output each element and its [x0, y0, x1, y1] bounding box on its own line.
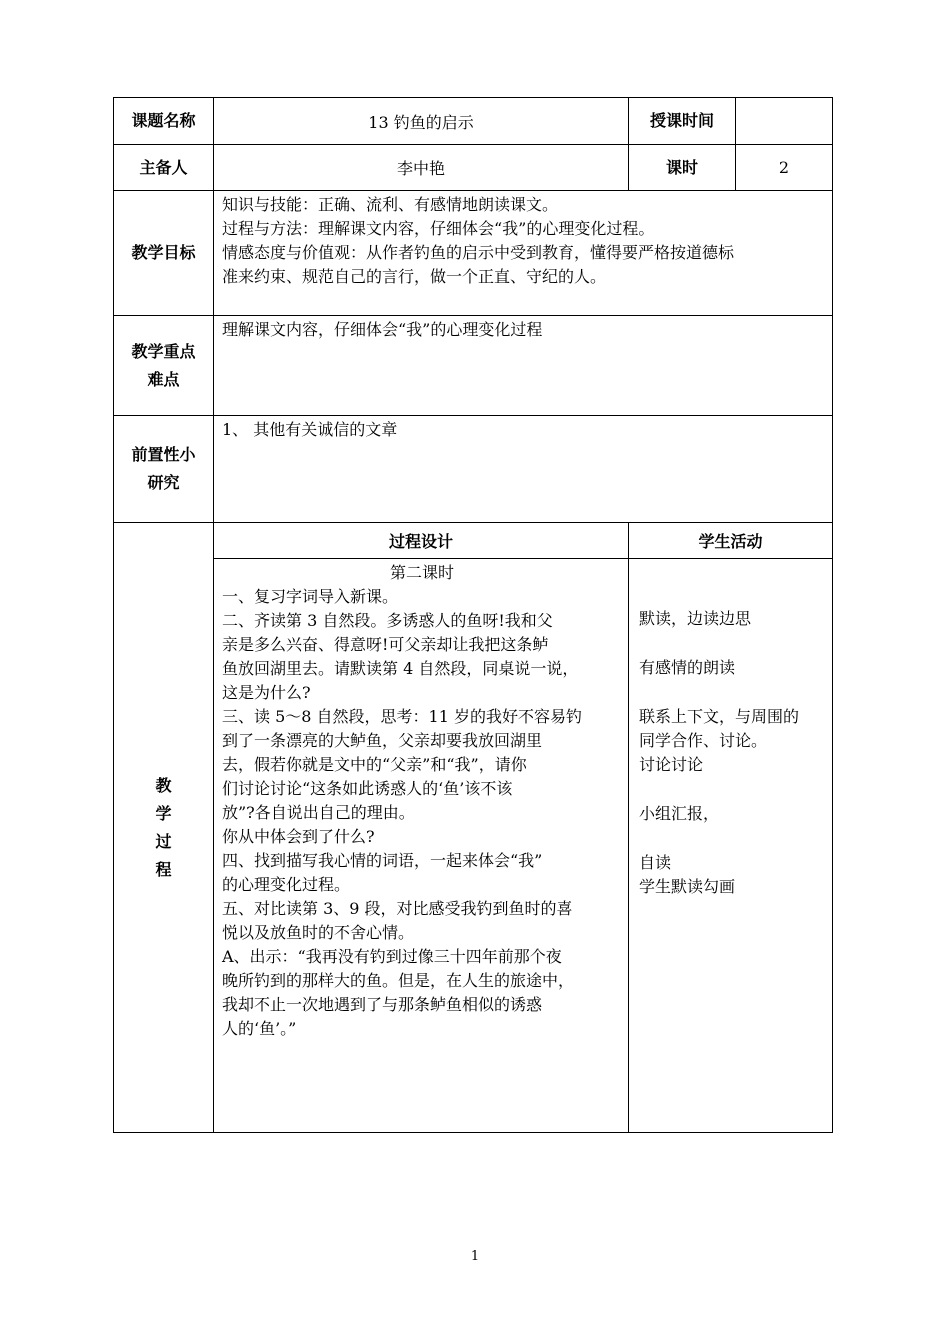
design-line: 二、齐读第 3 自然段。多诱惑人的鱼呀!我和父: [222, 611, 553, 630]
design-line: 四、找到描写我心情的词语，一起来体会“我”: [222, 851, 543, 870]
key-points-label-line: 教学重点: [131, 341, 196, 361]
title-label: 课题名称: [114, 98, 214, 145]
activity-content: [629, 559, 833, 1133]
activity-line: [639, 777, 828, 802]
activity-line: 小组汇报，: [639, 804, 720, 823]
design-line: 亲是多么兴奋、得意呀!可父亲却让我把这条鲈: [222, 635, 549, 654]
design-line: 你从中体会到了什么?: [222, 827, 375, 846]
key-points-content: [214, 316, 833, 416]
design-line: 晚所钓到的那样大的鱼。但是，在人生的旅途中，: [222, 971, 575, 990]
activity-line: [639, 680, 828, 705]
design-line: A、出示：“我再没有钓到过像三十四年前那个夜: [222, 947, 562, 966]
lesson-plan-table: [113, 97, 833, 1133]
design-content: [214, 559, 629, 1133]
process-body-row: [114, 559, 833, 1133]
design-line: 悦以及放鱼时的不舍心情。: [222, 923, 415, 942]
process-label-char: 教: [155, 775, 172, 795]
activity-line: 讨论讨论: [639, 755, 704, 774]
time-value: [736, 98, 833, 145]
activity-line: 默读，边读边思: [639, 609, 752, 628]
design-line: 鱼放回湖里去。请默读第 4 自然段，同桌说一说，: [222, 659, 579, 678]
title-value: 13 钓鱼的启示: [214, 98, 629, 145]
activity-line: 联系上下文，与周围的: [639, 707, 800, 726]
activity-line: [639, 631, 828, 656]
activity-line: 学生默读勾画: [639, 877, 736, 896]
design-line: 人的‘鱼’。”: [222, 1019, 297, 1038]
design-line: 去，假若你就是文中的“父亲”和“我”，请你: [222, 755, 527, 774]
process-label-char: 学: [155, 803, 172, 823]
design-line: 放”?各自说出自己的理由。: [222, 803, 415, 822]
pre-study-label-line: 前置性小: [131, 445, 196, 464]
pre-study-row: [114, 416, 833, 523]
design-line: 们讨论讨论“这条如此诱惑人的‘鱼’该不该: [222, 779, 513, 798]
key-points-text: 理解课文内容，仔细体会“我”的心理变化过程: [222, 320, 543, 339]
design-line: 五、对比读第 3、9 段，对比感受我钓到鱼时的喜: [222, 899, 573, 918]
time-label: 授课时间: [629, 98, 736, 145]
design-line: 的心理变化过程。: [222, 875, 351, 894]
page-number: 1: [470, 1249, 480, 1264]
design-line: 到了一条漂亮的大鲈鱼，父亲却要我放回湖里: [222, 731, 543, 750]
hours-value: 2: [736, 145, 833, 191]
key-points-row: [114, 316, 833, 416]
title-row: [114, 98, 833, 145]
preparer-label: 主备人: [114, 145, 214, 191]
key-points-label: [114, 316, 214, 416]
process-label-char: 程: [155, 859, 172, 879]
key-points-label-line: 难点: [147, 369, 180, 389]
activity-line: 同学合作、讨论。: [639, 731, 768, 750]
pre-study-label: [114, 416, 214, 523]
goal-line: 过程与方法：理解课文内容，仔细体会“我”的心理变化过程。: [222, 219, 655, 238]
design-line: 第二课时: [389, 563, 454, 582]
process-label: [114, 523, 214, 1133]
design-line: 一、复习字词导入新课。: [222, 587, 399, 606]
pre-study-content: [214, 416, 833, 523]
preparer-value: 李中艳: [214, 145, 629, 191]
goals-label: 教学目标: [114, 191, 214, 316]
design-line: 这是为什么?: [222, 683, 311, 702]
activity-header: 学生活动: [629, 523, 833, 559]
activity-line: 自读: [639, 853, 672, 872]
goal-line: 知识与技能：正确、流利、有感情地朗读课文。: [222, 195, 559, 214]
goal-line: 情感态度与价值观：从作者钓鱼的启示中受到教育，懂得要严格按道德标: [222, 243, 735, 262]
activity-line: [639, 826, 828, 851]
pre-study-label-line: 研究: [147, 473, 180, 492]
goal-line: 准来约束、规范自己的言行，做一个正直、守纪的人。: [222, 267, 607, 286]
goals-row: [114, 191, 833, 316]
process-header-row: [114, 523, 833, 559]
activity-line: 有感情的朗读: [639, 658, 736, 677]
design-line: 三、读 5～8 自然段，思考：11 岁的我好不容易钓: [222, 707, 582, 726]
design-line: 我却不止一次地遇到了与那条鲈鱼相似的诱惑: [222, 995, 543, 1014]
goals-content: [214, 191, 833, 316]
process-label-char: 过: [155, 831, 172, 851]
pre-study-text: 1、 其他有关诚信的文章: [222, 420, 398, 439]
hours-label: 课时: [629, 145, 736, 191]
design-header: 过程设计: [214, 523, 629, 559]
preparer-row: [114, 145, 833, 191]
